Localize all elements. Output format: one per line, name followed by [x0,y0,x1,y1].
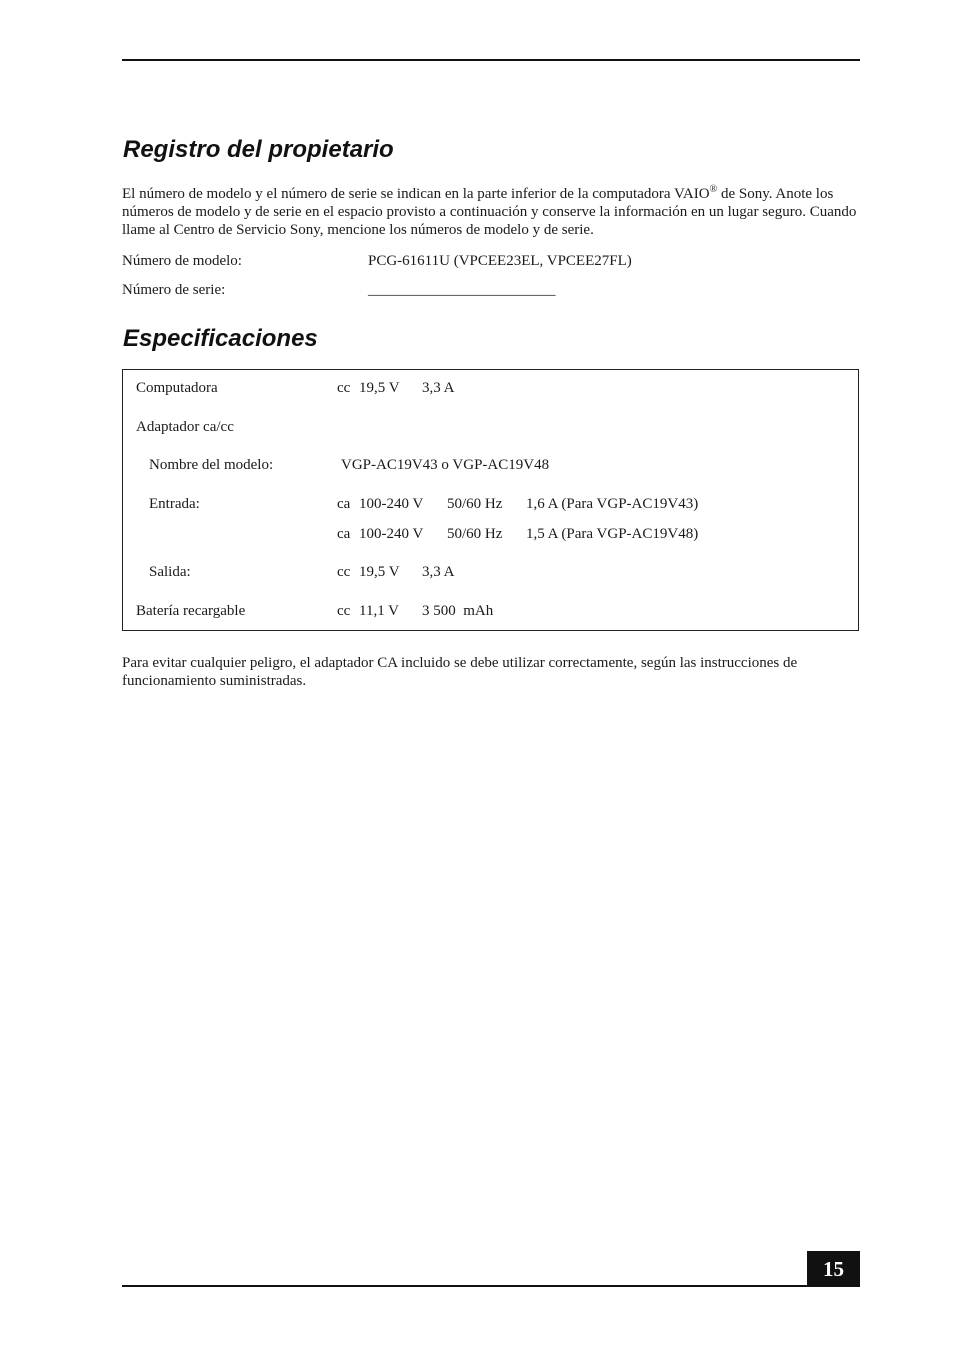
section-heading-especificaciones: Especificaciones [123,325,318,352]
spec-label: Adaptador ca/cc [136,419,234,435]
spec-capacity: 3 500 mAh [422,603,494,619]
spec-voltage: 100-240 V [359,496,424,512]
spec-label: Batería recargable [136,603,246,619]
warning-paragraph: Para evitar cualquier peligro, el adaptador CA incluido se debe utilizar correctamente, según las instrucciones de funcionamiento suministradas. [122,655,798,689]
spec-type: cc [337,380,351,396]
spec-value: VGP-AC19V43 o VGP-AC19V48 [341,457,550,473]
spec-type: cc [337,564,351,580]
intro-text-2: de Sony. Anote los números de modelo y de serie en el espacio provisto a continuación y conserve la información en un lugar seguro. Cuando llame al Centro de Servicio Sony, mencione los números de modelo y de serie. [122,186,857,238]
spec-current: 3,3 A [422,380,455,396]
spec-voltage: 19,5 V [359,380,400,396]
spec-frequency: 50/60 Hz [447,496,503,512]
spec-frequency: 50/60 Hz [447,526,503,542]
spec-current: 1,5 A (Para VGP-AC19V48) [526,526,699,542]
serial-number-label: Número de serie: [122,282,226,298]
registered-mark: ® [709,184,718,195]
spec-label: Computadora [136,380,218,396]
model-number-value: PCG-61611U (VPCEE23EL, VPCEE27FL) [368,253,632,269]
intro-text-1: El número de modelo y el número de serie se indican en la parte inferior de la computadora VAIO [122,186,710,202]
spec-type: cc [337,603,351,619]
section-heading-registro: Registro del propietario [123,136,394,163]
spec-voltage: 19,5 V [359,564,400,580]
spec-type: ca [337,526,351,542]
spec-voltage: 100-240 V [359,526,424,542]
bottom-rule [122,1285,860,1287]
spec-label: Nombre del modelo: [149,457,274,473]
page-number: 15 [807,1251,860,1287]
specifications-table [122,369,859,631]
spec-type: ca [337,496,351,512]
top-rule [122,59,860,61]
spec-voltage: 11,1 V [359,603,400,619]
serial-number-blank: _________________________ [368,282,556,298]
spec-label: Entrada: [149,496,200,512]
spec-label: Salida: [149,564,191,580]
intro-paragraph [122,185,860,239]
spec-current: 3,3 A [422,564,455,580]
spec-current: 1,6 A (Para VGP-AC19V43) [526,496,699,512]
model-number-label: Número de modelo: [122,253,242,269]
